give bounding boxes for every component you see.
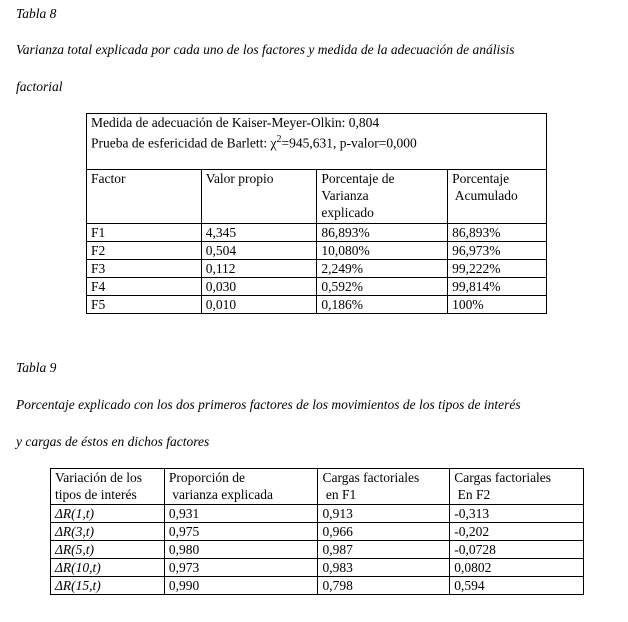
table9-header-cell: Cargas factoriales en F1 — [318, 469, 450, 505]
table-cell: -0,0728 — [450, 541, 584, 559]
table-cell: 86,893% — [317, 224, 448, 242]
table-cell: 0,798 — [318, 577, 450, 595]
table-cell: -0,202 — [450, 523, 584, 541]
table-cell: -0,313 — [450, 505, 584, 523]
table-cell: 0,966 — [318, 523, 450, 541]
table-cell: 0,010 — [201, 296, 317, 314]
table9-title-line2: y cargas de éstos en dichos factores — [16, 434, 210, 449]
table-cell: 2,249% — [317, 260, 448, 278]
table-cell: 0,0802 — [450, 559, 584, 577]
table-cell: 0,990 — [164, 577, 318, 595]
table8-header-cell: Valor propio — [201, 170, 317, 224]
kmo-line: Medida de adecuación de Kaiser-Meyer-Olkin: 0,804 — [91, 115, 380, 130]
table9 — [50, 468, 584, 595]
table8-header-cell: Factor — [87, 170, 202, 224]
bartlett-line: Prueba de esfericidad de Barlett: $\chi^2=945,631$, p-valor=0,000 — [91, 134, 417, 151]
table-row — [51, 505, 584, 523]
table-cell: F3 — [87, 260, 202, 278]
table8-header-row — [87, 170, 547, 224]
table-cell: 0,973 — [164, 559, 318, 577]
table-cell: 0,931 — [164, 505, 318, 523]
table8 — [86, 113, 547, 314]
table-cell: 0,186% — [317, 296, 448, 314]
table-cell: ΔR(15,t) — [51, 577, 165, 595]
table-cell: 10,080% — [317, 242, 448, 260]
table-cell: 0,980 — [164, 541, 318, 559]
table9-title-line1: Porcentaje explicado con los dos primeros factores de los movimientos de los tipos de interés — [16, 397, 521, 412]
table9-header-row — [51, 469, 584, 505]
table8-header-cell: Porcentaje Acumulado — [448, 170, 547, 224]
table-cell: ΔR(5,t) — [51, 541, 165, 559]
table-row — [51, 523, 584, 541]
table-cell: 0,975 — [164, 523, 318, 541]
table-row — [51, 541, 584, 559]
table-cell: ΔR(10,t) — [51, 559, 165, 577]
table-cell: 0,594 — [450, 577, 584, 595]
table9-header-cell: Cargas factoriales En F2 — [450, 469, 584, 505]
table-row — [87, 260, 547, 278]
table-cell: F4 — [87, 278, 202, 296]
table-cell: 0,592% — [317, 278, 448, 296]
table-cell: F5 — [87, 296, 202, 314]
table9-header-cell: Variación de los tipos de interés — [51, 469, 165, 505]
table8-label: Tabla 8 — [16, 6, 57, 21]
table-cell: 0,504 — [201, 242, 317, 260]
table-cell: F2 — [87, 242, 202, 260]
table-row — [87, 296, 547, 314]
table8-stats-row — [87, 114, 547, 170]
table9-header-cell: Proporción de varianza explicada — [164, 469, 318, 505]
table8-title-line1: Varianza total explicada por cada uno de los factores y medida de la adecuación de análisis — [16, 42, 515, 57]
table-row — [87, 224, 547, 242]
table-cell: 4,345 — [201, 224, 317, 242]
table-cell: 99,814% — [448, 278, 547, 296]
table-cell: 96,973% — [448, 242, 547, 260]
table8-stats-cell — [87, 114, 547, 170]
table-cell: 0,913 — [318, 505, 450, 523]
table-cell: 100% — [448, 296, 547, 314]
table-cell: 0,987 — [318, 541, 450, 559]
table-cell: 0,983 — [318, 559, 450, 577]
table-cell: ΔR(3,t) — [51, 523, 165, 541]
table8-header-cell: Porcentaje de Varianza explicado — [317, 170, 448, 224]
table-cell: ΔR(1,t) — [51, 505, 165, 523]
table-cell: F1 — [87, 224, 202, 242]
table-row — [51, 559, 584, 577]
table-row — [87, 242, 547, 260]
table-cell: 0,030 — [201, 278, 317, 296]
table-row — [87, 278, 547, 296]
table-cell: 86,893% — [448, 224, 547, 242]
table-cell: 99,222% — [448, 260, 547, 278]
table-row — [51, 577, 584, 595]
table-cell: 0,112 — [201, 260, 317, 278]
table9-label: Tabla 9 — [16, 360, 57, 375]
table8-title-line2: factorial — [16, 79, 63, 94]
